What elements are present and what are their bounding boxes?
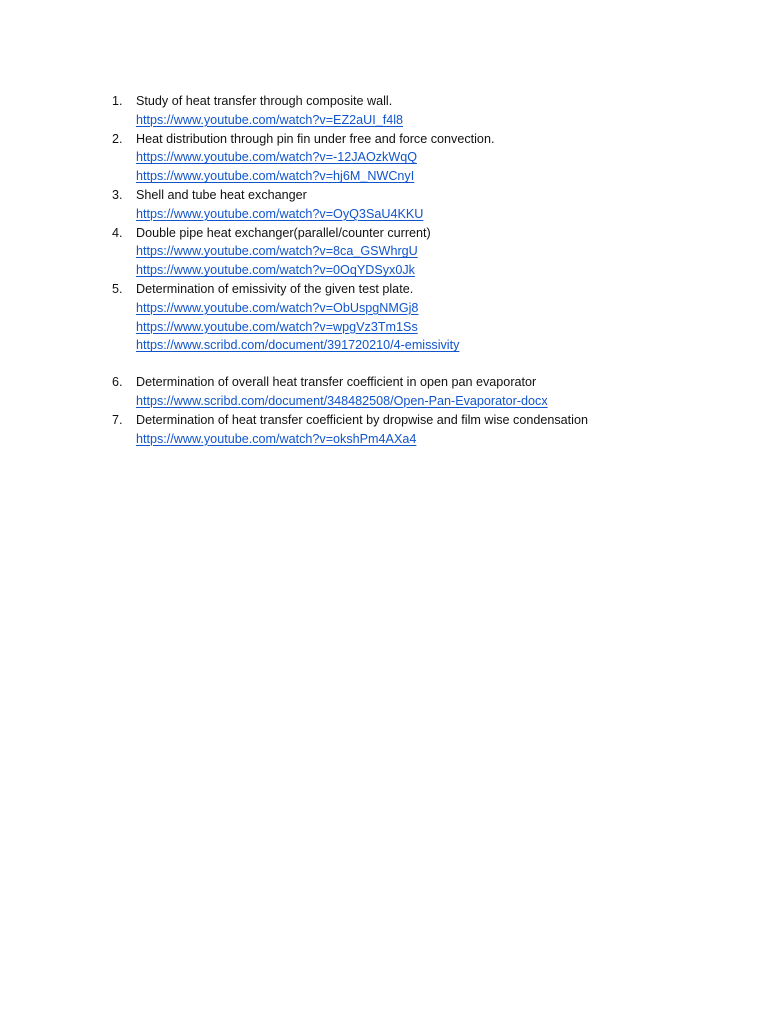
item-title: Determination of overall heat transfer coefficient in open pan evaporator [136,375,537,390]
item-title: Study of heat transfer through composite wall. [136,94,393,108]
video-link[interactable]: https://www.youtube.com/watch?v=hj6M_NWCnyI [136,169,415,184]
video-link[interactable]: https://www.youtube.com/watch?v=ObUspgNMGj8 [136,300,419,315]
item-title: Shell and tube heat exchanger [136,187,307,202]
document-link[interactable]: https://www.scribd.com/document/391720210/4-emissivity [136,338,460,353]
video-link[interactable]: https://www.youtube.com/watch?v=EZ2aUI_f4l8 [136,112,404,127]
video-link[interactable]: https://www.youtube.com/watch?v=0OqYDSyx0Jk [136,263,415,278]
video-link[interactable]: https://www.youtube.com/watch?v=okshPm4AXa4 [136,431,417,446]
list-item [104,186,724,224]
list-item [104,224,724,280]
list-item [104,92,724,130]
list-item [104,280,724,355]
item-title: Determination of emissivity of the given test plate. [136,281,414,296]
item-number: 4. [112,225,123,240]
item-number: 6. [112,375,123,390]
item-number: 2. [112,131,123,146]
video-link[interactable]: https://www.youtube.com/watch?v=-12JAOzkWqQ [136,150,418,165]
item-title: Heat distribution through pin fin under free and force convection. [136,131,495,146]
video-link[interactable]: https://www.youtube.com/watch?v=wpgVz3Tm1Ss [136,319,418,334]
document-link[interactable]: https://www.scribd.com/document/348482508/Open-Pan-Evaporator-docx [136,393,548,408]
video-link[interactable]: https://www.youtube.com/watch?v=OyQ3SaU4KKU [136,206,424,221]
experiment-list [104,92,724,448]
item-number: 3. [112,187,123,202]
item-number: 5. [112,281,123,296]
item-title: Double pipe heat exchanger(parallel/counter current) [136,225,431,240]
item-title: Determination of heat transfer coefficient by dropwise and film wise condensation [136,412,588,427]
list-item [104,373,724,411]
item-number: 7. [112,412,123,427]
list-item [104,411,724,449]
item-number: 1. [112,94,123,108]
list-item [104,130,724,186]
video-link[interactable]: https://www.youtube.com/watch?v=8ca_GSWhrgU [136,244,418,259]
